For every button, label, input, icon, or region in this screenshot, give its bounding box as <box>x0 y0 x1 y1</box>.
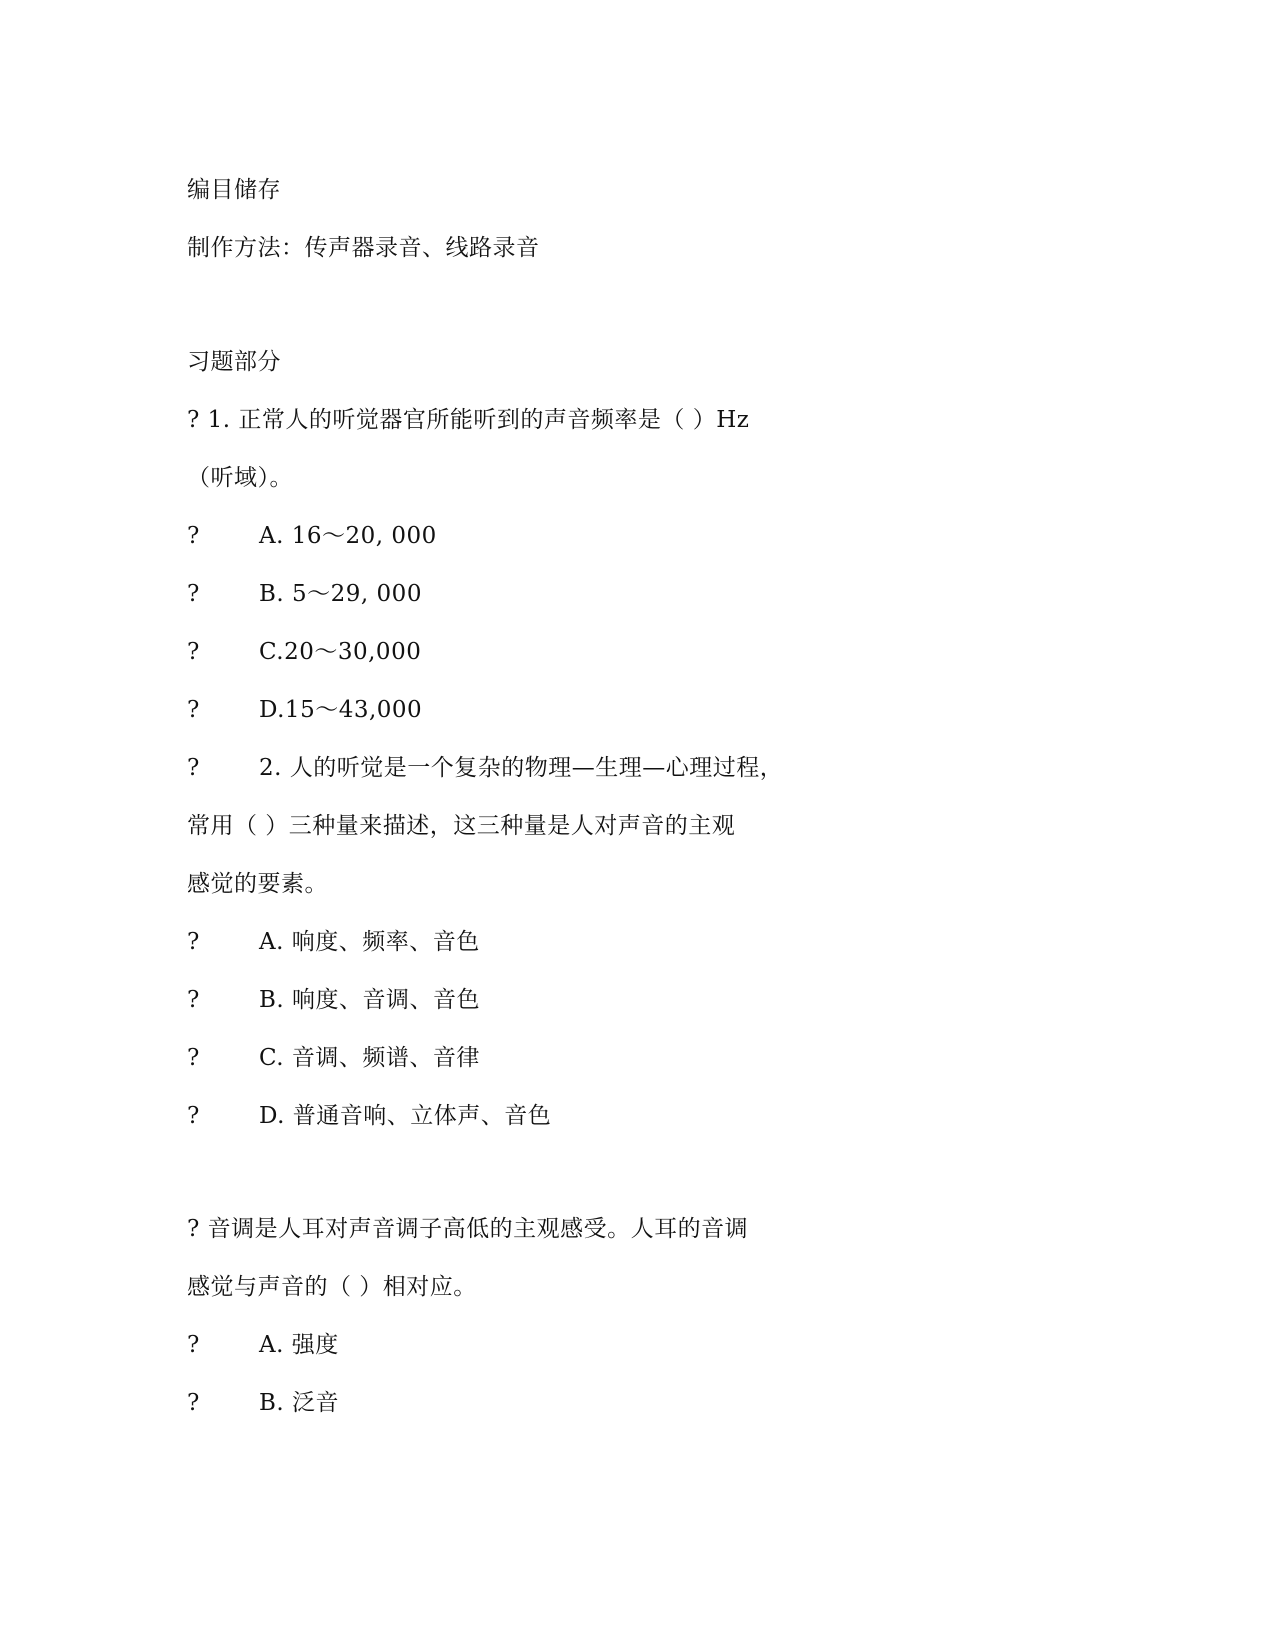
option-text: C. 音调、频谱、音律 <box>259 1045 480 1071</box>
option-text: B. 5～29, 000 <box>259 581 422 607</box>
question-3-text: ? 音调是人耳对声音调子高低的主观感受。人耳的音调 <box>187 1216 749 1242</box>
question-3-text-continued: 感觉与声音的（ ）相对应。 <box>187 1274 477 1300</box>
question-2-text-continued: 常用（ ）三种量来描述，这三种量是人对声音的主观 <box>187 813 736 839</box>
production-method-line: 制作方法：传声器录音、线路录音 <box>187 235 540 261</box>
question-1-option-c <box>187 637 421 667</box>
bullet-mark: ? <box>187 755 200 781</box>
option-text: B. 泛音 <box>259 1390 340 1416</box>
option-text: C.20～30,000 <box>259 639 422 665</box>
question-1-text: ? 1. 正常人的听觉器官所能听到的声音频率是（ ）Hz <box>187 407 750 433</box>
option-text: A. 16～20, 000 <box>259 523 437 549</box>
question-2-text-end: 感觉的要素。 <box>187 871 328 897</box>
option-text: A. 响度、频率、音色 <box>259 929 480 955</box>
heading-cataloging-storage: 编目储存 <box>187 177 281 203</box>
bullet-mark: ? <box>187 1045 200 1071</box>
option-text: D.15～43,000 <box>259 697 423 723</box>
bullet-mark: ? <box>187 697 200 723</box>
question-3-option-a <box>187 1330 339 1360</box>
bullet-mark: ? <box>187 987 200 1013</box>
question-text: 2. 人的听觉是一个复杂的物理—生理—心理过程， <box>259 755 784 781</box>
question-2-option-a <box>187 927 480 957</box>
question-1-option-b <box>187 579 422 609</box>
bullet-mark: ? <box>187 1390 200 1416</box>
question-2-option-b <box>187 985 480 1015</box>
question-1-text-continued: （听域）。 <box>187 465 293 491</box>
bullet-mark: ? <box>187 929 200 955</box>
question-1-option-d <box>187 695 422 725</box>
option-text: B. 响度、音调、音色 <box>259 987 481 1013</box>
question-3-option-b <box>187 1388 339 1418</box>
option-text: D. 普通音响、立体声、音色 <box>259 1103 552 1129</box>
option-text: A. 强度 <box>259 1332 339 1358</box>
question-2-option-c <box>187 1043 480 1073</box>
bullet-mark: ? <box>187 581 200 607</box>
bullet-mark: ? <box>187 1332 200 1358</box>
bullet-mark: ? <box>187 1103 200 1129</box>
bullet-mark: ? <box>187 639 200 665</box>
bullet-mark: ? <box>187 523 200 549</box>
question-2-text <box>187 753 783 783</box>
question-2-option-d <box>187 1101 551 1131</box>
question-1-option-a <box>187 521 437 551</box>
exercise-section-title: 习题部分 <box>187 349 281 375</box>
